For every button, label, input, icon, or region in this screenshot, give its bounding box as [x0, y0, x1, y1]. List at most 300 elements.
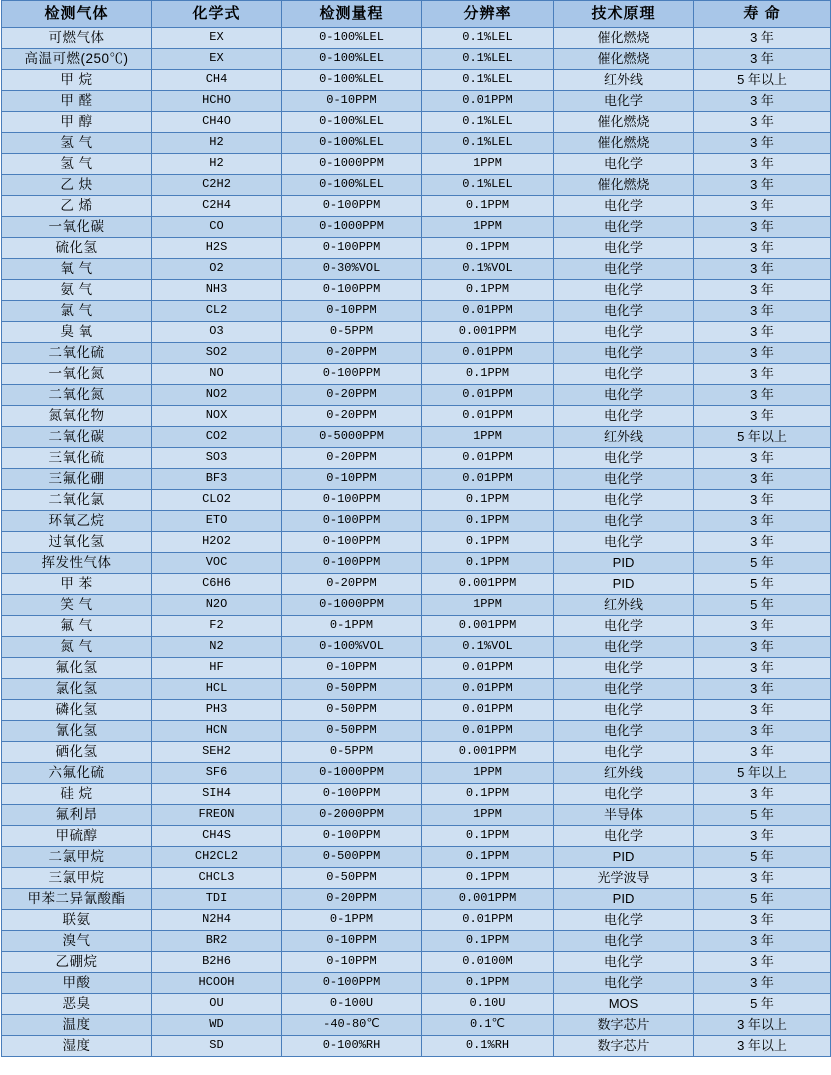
- cell-range: 0-100%LEL: [282, 133, 422, 154]
- table-row: [2, 889, 831, 910]
- table-row: [2, 868, 831, 889]
- cell-range: 0-1PPM: [282, 910, 422, 931]
- cell-gas-name: 氢 气: [2, 133, 152, 154]
- table-row: [2, 280, 831, 301]
- cell-formula: TDI: [152, 889, 282, 910]
- cell-range: 0-10PPM: [282, 91, 422, 112]
- cell-range: 0-100%LEL: [282, 112, 422, 133]
- cell-formula: CHCL3: [152, 868, 282, 889]
- cell-lifetime: 3 年: [694, 196, 831, 217]
- cell-resolution: 0.1PPM: [422, 511, 554, 532]
- cell-principle: PID: [554, 847, 694, 868]
- cell-principle: 电化学: [554, 238, 694, 259]
- cell-range: 0-20PPM: [282, 385, 422, 406]
- cell-principle: 催化燃烧: [554, 49, 694, 70]
- cell-gas-name: 高温可燃(250℃): [2, 49, 152, 70]
- cell-formula: PH3: [152, 700, 282, 721]
- cell-range: 0-50PPM: [282, 679, 422, 700]
- cell-principle: 电化学: [554, 532, 694, 553]
- cell-lifetime: 3 年: [694, 217, 831, 238]
- cell-formula: SD: [152, 1036, 282, 1057]
- cell-resolution: 0.1PPM: [422, 196, 554, 217]
- cell-formula: SIH4: [152, 784, 282, 805]
- cell-lifetime: 3 年: [694, 49, 831, 70]
- cell-formula: SO3: [152, 448, 282, 469]
- cell-gas-name: 甲 苯: [2, 574, 152, 595]
- table-row: [2, 553, 831, 574]
- cell-range: 0-10PPM: [282, 952, 422, 973]
- cell-lifetime: 5 年: [694, 889, 831, 910]
- cell-lifetime: 3 年: [694, 259, 831, 280]
- cell-gas-name: 甲酸: [2, 973, 152, 994]
- cell-range: 0-5PPM: [282, 742, 422, 763]
- cell-gas-name: 湿度: [2, 1036, 152, 1057]
- cell-formula: NOX: [152, 406, 282, 427]
- cell-principle: 电化学: [554, 91, 694, 112]
- cell-formula: FREON: [152, 805, 282, 826]
- cell-range: 0-1000PPM: [282, 595, 422, 616]
- cell-gas-name: 乙 炔: [2, 175, 152, 196]
- cell-principle: 半导体: [554, 805, 694, 826]
- table-row: [2, 910, 831, 931]
- table-row: [2, 784, 831, 805]
- cell-principle: 电化学: [554, 742, 694, 763]
- cell-principle: 电化学: [554, 679, 694, 700]
- cell-resolution: 0.01PPM: [422, 700, 554, 721]
- cell-resolution: 0.1PPM: [422, 490, 554, 511]
- cell-range: 0-20PPM: [282, 448, 422, 469]
- cell-gas-name: 过氧化氢: [2, 532, 152, 553]
- cell-formula: HCN: [152, 721, 282, 742]
- cell-resolution: 0.1%LEL: [422, 133, 554, 154]
- cell-range: 0-20PPM: [282, 574, 422, 595]
- cell-principle: 电化学: [554, 364, 694, 385]
- cell-gas-name: 氢 气: [2, 154, 152, 175]
- cell-principle: 电化学: [554, 952, 694, 973]
- cell-formula: CH4S: [152, 826, 282, 847]
- cell-gas-name: 氟化氢: [2, 658, 152, 679]
- table-row: [2, 196, 831, 217]
- cell-resolution: 0.01PPM: [422, 91, 554, 112]
- cell-lifetime: 3 年: [694, 973, 831, 994]
- cell-formula: SF6: [152, 763, 282, 784]
- cell-resolution: 1PPM: [422, 154, 554, 175]
- table-row: [2, 469, 831, 490]
- table-row: [2, 679, 831, 700]
- cell-resolution: 0.1PPM: [422, 280, 554, 301]
- table-header: [2, 1, 831, 28]
- cell-lifetime: 3 年: [694, 826, 831, 847]
- cell-lifetime: 3 年: [694, 721, 831, 742]
- cell-resolution: 0.1%LEL: [422, 70, 554, 91]
- cell-range: 0-100PPM: [282, 280, 422, 301]
- cell-gas-name: 温度: [2, 1015, 152, 1036]
- cell-resolution: 0.01PPM: [422, 658, 554, 679]
- cell-principle: 电化学: [554, 721, 694, 742]
- cell-resolution: 0.1PPM: [422, 532, 554, 553]
- table-row: [2, 763, 831, 784]
- cell-resolution: 0.1PPM: [422, 784, 554, 805]
- cell-lifetime: 3 年: [694, 910, 831, 931]
- cell-principle: 电化学: [554, 196, 694, 217]
- cell-resolution: 0.001PPM: [422, 616, 554, 637]
- cell-principle: PID: [554, 553, 694, 574]
- cell-range: 0-100PPM: [282, 784, 422, 805]
- cell-formula: H2S: [152, 238, 282, 259]
- cell-principle: 电化学: [554, 343, 694, 364]
- cell-formula: N2: [152, 637, 282, 658]
- cell-resolution: 0.1%LEL: [422, 175, 554, 196]
- cell-resolution: 0.01PPM: [422, 679, 554, 700]
- table-row: [2, 574, 831, 595]
- cell-formula: OU: [152, 994, 282, 1015]
- cell-gas-name: 三氧化硫: [2, 448, 152, 469]
- cell-principle: 光学波导: [554, 868, 694, 889]
- cell-range: 0-50PPM: [282, 868, 422, 889]
- cell-gas-name: 二氧化碳: [2, 427, 152, 448]
- cell-gas-name: 联氨: [2, 910, 152, 931]
- cell-range: 0-30%VOL: [282, 259, 422, 280]
- gas-detection-table: [1, 0, 831, 1057]
- column-header-lifetime: 寿 命: [694, 1, 831, 28]
- cell-lifetime: 3 年: [694, 532, 831, 553]
- cell-gas-name: 乙硼烷: [2, 952, 152, 973]
- cell-resolution: 0.1%RH: [422, 1036, 554, 1057]
- table-row: [2, 28, 831, 49]
- table-row: [2, 259, 831, 280]
- cell-gas-name: 可燃气体: [2, 28, 152, 49]
- cell-resolution: 0.0100M: [422, 952, 554, 973]
- cell-gas-name: 氯 气: [2, 301, 152, 322]
- cell-gas-name: 氮氧化物: [2, 406, 152, 427]
- cell-resolution: 0.1PPM: [422, 868, 554, 889]
- cell-gas-name: 硫化氢: [2, 238, 152, 259]
- table-row: [2, 994, 831, 1015]
- cell-range: 0-10PPM: [282, 658, 422, 679]
- cell-formula: CH2CL2: [152, 847, 282, 868]
- cell-formula: SO2: [152, 343, 282, 364]
- cell-lifetime: 5 年: [694, 574, 831, 595]
- cell-gas-name: 一氧化碳: [2, 217, 152, 238]
- cell-range: 0-100PPM: [282, 973, 422, 994]
- cell-resolution: 0.001PPM: [422, 322, 554, 343]
- table-header-row: [2, 1, 831, 28]
- cell-gas-name: 硅 烷: [2, 784, 152, 805]
- cell-principle: 电化学: [554, 301, 694, 322]
- table-row: [2, 154, 831, 175]
- cell-range: 0-1000PPM: [282, 154, 422, 175]
- table-row: [2, 175, 831, 196]
- cell-principle: 催化燃烧: [554, 112, 694, 133]
- cell-formula: VOC: [152, 553, 282, 574]
- cell-range: 0-1PPM: [282, 616, 422, 637]
- cell-range: 0-100PPM: [282, 490, 422, 511]
- cell-formula: BR2: [152, 931, 282, 952]
- cell-lifetime: 3 年: [694, 742, 831, 763]
- cell-formula: F2: [152, 616, 282, 637]
- cell-resolution: 1PPM: [422, 595, 554, 616]
- cell-resolution: 0.1PPM: [422, 826, 554, 847]
- table-row: [2, 49, 831, 70]
- cell-formula: C2H2: [152, 175, 282, 196]
- cell-formula: H2: [152, 154, 282, 175]
- table-row: [2, 490, 831, 511]
- cell-lifetime: 3 年: [694, 322, 831, 343]
- cell-range: 0-5PPM: [282, 322, 422, 343]
- cell-formula: NH3: [152, 280, 282, 301]
- cell-resolution: 0.01PPM: [422, 406, 554, 427]
- cell-formula: SEH2: [152, 742, 282, 763]
- cell-range: 0-100PPM: [282, 532, 422, 553]
- cell-range: 0-20PPM: [282, 406, 422, 427]
- cell-formula: EX: [152, 28, 282, 49]
- cell-resolution: 1PPM: [422, 217, 554, 238]
- cell-formula: N2O: [152, 595, 282, 616]
- cell-formula: H2O2: [152, 532, 282, 553]
- cell-gas-name: 硒化氢: [2, 742, 152, 763]
- cell-principle: 电化学: [554, 931, 694, 952]
- cell-resolution: 0.01PPM: [422, 301, 554, 322]
- cell-gas-name: 挥发性气体: [2, 553, 152, 574]
- cell-principle: 电化学: [554, 322, 694, 343]
- cell-lifetime: 3 年: [694, 385, 831, 406]
- table-row: [2, 385, 831, 406]
- cell-gas-name: 二氧化氯: [2, 490, 152, 511]
- cell-range: 0-100%LEL: [282, 49, 422, 70]
- column-header-gas: 检测气体: [2, 1, 152, 28]
- cell-gas-name: 甲苯二异氰酸酯: [2, 889, 152, 910]
- cell-resolution: 0.001PPM: [422, 574, 554, 595]
- table-row: [2, 238, 831, 259]
- cell-gas-name: 氯化氢: [2, 679, 152, 700]
- cell-principle: 催化燃烧: [554, 175, 694, 196]
- cell-lifetime: 3 年: [694, 490, 831, 511]
- cell-resolution: 0.1%VOL: [422, 259, 554, 280]
- cell-formula: CH4O: [152, 112, 282, 133]
- cell-gas-name: 三氯甲烷: [2, 868, 152, 889]
- cell-resolution: 0.1PPM: [422, 364, 554, 385]
- cell-resolution: 0.1PPM: [422, 973, 554, 994]
- cell-gas-name: 臭 氧: [2, 322, 152, 343]
- cell-formula: NO: [152, 364, 282, 385]
- cell-gas-name: 二氯甲烷: [2, 847, 152, 868]
- cell-principle: 电化学: [554, 448, 694, 469]
- cell-gas-name: 六氟化硫: [2, 763, 152, 784]
- cell-resolution: 0.1PPM: [422, 238, 554, 259]
- cell-lifetime: 3 年: [694, 868, 831, 889]
- table-row: [2, 847, 831, 868]
- cell-gas-name: 恶臭: [2, 994, 152, 1015]
- cell-formula: C2H4: [152, 196, 282, 217]
- cell-range: 0-100PPM: [282, 196, 422, 217]
- cell-principle: 电化学: [554, 637, 694, 658]
- table-body: [2, 28, 831, 1057]
- cell-formula: CO: [152, 217, 282, 238]
- cell-principle: 红外线: [554, 595, 694, 616]
- cell-resolution: 0.1PPM: [422, 847, 554, 868]
- table-row: [2, 322, 831, 343]
- table-row: [2, 511, 831, 532]
- cell-gas-name: 甲 醇: [2, 112, 152, 133]
- cell-formula: ETO: [152, 511, 282, 532]
- table-row: [2, 700, 831, 721]
- cell-principle: 电化学: [554, 910, 694, 931]
- table-row: [2, 658, 831, 679]
- cell-formula: EX: [152, 49, 282, 70]
- cell-formula: B2H6: [152, 952, 282, 973]
- cell-range: 0-1000PPM: [282, 763, 422, 784]
- cell-principle: 电化学: [554, 511, 694, 532]
- cell-lifetime: 5 年以上: [694, 427, 831, 448]
- cell-principle: 电化学: [554, 658, 694, 679]
- cell-range: 0-10PPM: [282, 931, 422, 952]
- cell-lifetime: 3 年: [694, 406, 831, 427]
- cell-lifetime: 3 年: [694, 133, 831, 154]
- table-row: [2, 931, 831, 952]
- cell-range: 0-100PPM: [282, 364, 422, 385]
- cell-lifetime: 5 年: [694, 847, 831, 868]
- cell-range: 0-2000PPM: [282, 805, 422, 826]
- cell-gas-name: 笑 气: [2, 595, 152, 616]
- cell-resolution: 0.1%VOL: [422, 637, 554, 658]
- cell-principle: 电化学: [554, 973, 694, 994]
- table-row: [2, 406, 831, 427]
- cell-formula: O3: [152, 322, 282, 343]
- cell-resolution: 0.001PPM: [422, 889, 554, 910]
- cell-principle: 电化学: [554, 406, 694, 427]
- cell-lifetime: 3 年: [694, 364, 831, 385]
- cell-resolution: 0.1PPM: [422, 931, 554, 952]
- cell-formula: H2: [152, 133, 282, 154]
- table-row: [2, 112, 831, 133]
- cell-principle: 电化学: [554, 700, 694, 721]
- cell-lifetime: 3 年: [694, 616, 831, 637]
- cell-range: 0-20PPM: [282, 343, 422, 364]
- cell-range: 0-100%VOL: [282, 637, 422, 658]
- cell-lifetime: 5 年以上: [694, 763, 831, 784]
- cell-principle: 电化学: [554, 154, 694, 175]
- cell-principle: MOS: [554, 994, 694, 1015]
- table-row: [2, 721, 831, 742]
- cell-lifetime: 3 年: [694, 700, 831, 721]
- cell-gas-name: 甲 烷: [2, 70, 152, 91]
- table-row: [2, 364, 831, 385]
- cell-lifetime: 5 年以上: [694, 70, 831, 91]
- table-row: [2, 742, 831, 763]
- cell-formula: N2H4: [152, 910, 282, 931]
- cell-gas-name: 磷化氢: [2, 700, 152, 721]
- cell-principle: 电化学: [554, 385, 694, 406]
- cell-lifetime: 3 年: [694, 931, 831, 952]
- cell-lifetime: 3 年: [694, 679, 831, 700]
- table-row: [2, 301, 831, 322]
- cell-formula: BF3: [152, 469, 282, 490]
- cell-gas-name: 环氧乙烷: [2, 511, 152, 532]
- cell-lifetime: 3 年: [694, 952, 831, 973]
- cell-gas-name: 甲硫醇: [2, 826, 152, 847]
- cell-lifetime: 3 年: [694, 154, 831, 175]
- cell-gas-name: 氨 气: [2, 280, 152, 301]
- cell-resolution: 0.01PPM: [422, 721, 554, 742]
- cell-resolution: 1PPM: [422, 805, 554, 826]
- cell-gas-name: 溴气: [2, 931, 152, 952]
- cell-formula: WD: [152, 1015, 282, 1036]
- cell-gas-name: 二氧化氮: [2, 385, 152, 406]
- table-row: [2, 133, 831, 154]
- cell-principle: PID: [554, 889, 694, 910]
- cell-formula: HCOOH: [152, 973, 282, 994]
- table-row: [2, 217, 831, 238]
- cell-range: 0-100PPM: [282, 553, 422, 574]
- cell-resolution: 0.1%LEL: [422, 112, 554, 133]
- table-row: [2, 952, 831, 973]
- cell-formula: O2: [152, 259, 282, 280]
- table-row: [2, 1036, 831, 1057]
- cell-lifetime: 3 年: [694, 301, 831, 322]
- cell-range: 0-100PPM: [282, 511, 422, 532]
- cell-principle: 催化燃烧: [554, 133, 694, 154]
- table-row: [2, 805, 831, 826]
- cell-resolution: 0.001PPM: [422, 742, 554, 763]
- cell-resolution: 0.01PPM: [422, 910, 554, 931]
- table-row: [2, 427, 831, 448]
- cell-lifetime: 3 年: [694, 448, 831, 469]
- table-row: [2, 91, 831, 112]
- cell-principle: 电化学: [554, 280, 694, 301]
- cell-principle: 电化学: [554, 259, 694, 280]
- cell-gas-name: 氮 气: [2, 637, 152, 658]
- cell-gas-name: 氧 气: [2, 259, 152, 280]
- cell-formula: CLO2: [152, 490, 282, 511]
- cell-lifetime: 3 年: [694, 112, 831, 133]
- cell-range: 0-10PPM: [282, 469, 422, 490]
- column-header-resolution: 分辨率: [422, 1, 554, 28]
- cell-principle: 催化燃烧: [554, 28, 694, 49]
- cell-range: 0-50PPM: [282, 721, 422, 742]
- cell-range: 0-5000PPM: [282, 427, 422, 448]
- cell-formula: HCL: [152, 679, 282, 700]
- cell-formula: HCHO: [152, 91, 282, 112]
- cell-resolution: 0.10U: [422, 994, 554, 1015]
- cell-resolution: 0.1℃: [422, 1015, 554, 1036]
- cell-range: 0-100%LEL: [282, 175, 422, 196]
- cell-lifetime: 5 年: [694, 553, 831, 574]
- cell-principle: 电化学: [554, 469, 694, 490]
- cell-lifetime: 3 年: [694, 784, 831, 805]
- cell-gas-name: 甲 醛: [2, 91, 152, 112]
- cell-lifetime: 3 年: [694, 91, 831, 112]
- cell-gas-name: 氰化氢: [2, 721, 152, 742]
- column-header-principle: 技术原理: [554, 1, 694, 28]
- cell-range: 0-100PPM: [282, 238, 422, 259]
- cell-gas-name: 二氧化硫: [2, 343, 152, 364]
- cell-principle: 电化学: [554, 217, 694, 238]
- cell-resolution: 0.01PPM: [422, 343, 554, 364]
- cell-lifetime: 3 年: [694, 343, 831, 364]
- cell-gas-name: 氟 气: [2, 616, 152, 637]
- cell-formula: CO2: [152, 427, 282, 448]
- cell-gas-name: 乙 烯: [2, 196, 152, 217]
- table-row: [2, 616, 831, 637]
- cell-formula: NO2: [152, 385, 282, 406]
- cell-principle: 电化学: [554, 490, 694, 511]
- cell-formula: HF: [152, 658, 282, 679]
- cell-principle: 数字芯片: [554, 1036, 694, 1057]
- cell-range: 0-500PPM: [282, 847, 422, 868]
- cell-resolution: 1PPM: [422, 763, 554, 784]
- cell-principle: 红外线: [554, 70, 694, 91]
- cell-principle: PID: [554, 574, 694, 595]
